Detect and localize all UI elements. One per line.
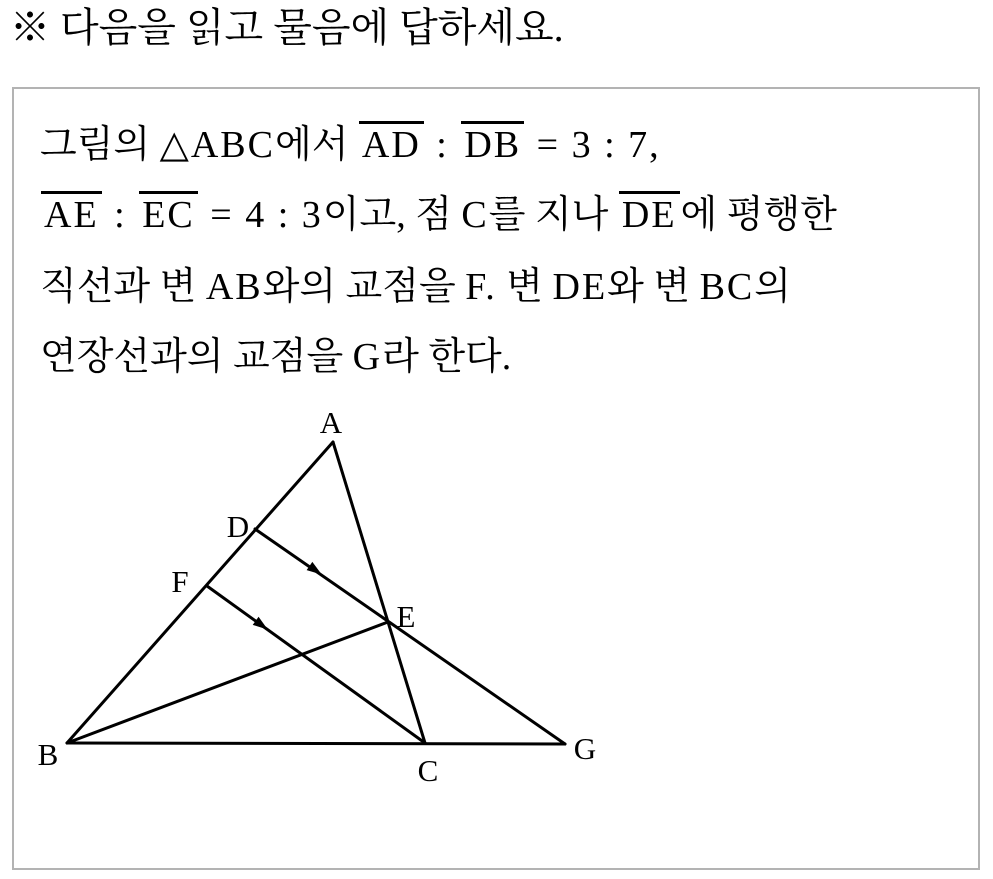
problem-line-1 bbox=[40, 117, 661, 173]
segment-B-A bbox=[67, 442, 333, 743]
math-run: △ABC bbox=[159, 124, 275, 166]
text-run: 와의 교점을 bbox=[262, 266, 466, 308]
problem-line-2 bbox=[40, 187, 837, 243]
math-run: = 4 : 3 bbox=[198, 194, 323, 236]
math-run: : bbox=[424, 124, 461, 166]
vertex-label-F: F bbox=[171, 564, 189, 599]
text-run: 직선과 변 bbox=[40, 266, 206, 308]
segment-B-G bbox=[67, 743, 565, 744]
math-run: F. bbox=[465, 266, 497, 308]
vertex-label-D: D bbox=[226, 509, 250, 544]
math-run: C bbox=[461, 194, 489, 236]
overline-math-run: AE bbox=[41, 191, 102, 236]
problem-line-3 bbox=[40, 259, 791, 315]
math-run: DE bbox=[552, 266, 608, 308]
vertex-label-C: C bbox=[417, 753, 439, 788]
math-run: G bbox=[352, 336, 383, 378]
text-run: 를 지나 bbox=[488, 194, 618, 236]
text-run: 의 bbox=[754, 266, 791, 308]
vertex-label-B: B bbox=[37, 737, 59, 772]
math-run: : bbox=[102, 194, 139, 236]
overline-math-run: DE bbox=[619, 191, 680, 236]
text-run: 에서 bbox=[274, 124, 358, 166]
problem-line-4 bbox=[40, 329, 511, 385]
math-run: AB bbox=[205, 266, 263, 308]
segment-D-G bbox=[255, 529, 565, 744]
overline-math-run: EC bbox=[139, 191, 198, 236]
vertex-label-G: G bbox=[573, 731, 597, 766]
math-run: BC bbox=[699, 266, 755, 308]
text-run: 그림의 bbox=[40, 124, 160, 166]
overline-math-run: DB bbox=[461, 121, 524, 166]
text-run: 라 한다. bbox=[382, 336, 512, 378]
text-run: 연장선과의 교점을 bbox=[40, 336, 353, 378]
vertex-label-A: A bbox=[319, 405, 343, 440]
vertex-label-E: E bbox=[396, 599, 416, 634]
text-run: 이고, 점 bbox=[322, 194, 462, 236]
text-run: 와 변 bbox=[607, 266, 700, 308]
instruction-heading: ※ 다음을 읽고 물음에 답하세요. bbox=[10, 5, 564, 50]
problem-box bbox=[12, 87, 980, 870]
geometry-figure bbox=[12, 398, 636, 816]
overline-math-run: AD bbox=[359, 121, 424, 166]
math-run: = 3 : 7, bbox=[525, 124, 661, 166]
segment-F-C bbox=[207, 586, 425, 743]
text-run: 에 평행한 bbox=[680, 194, 837, 236]
text-run: 변 bbox=[496, 266, 553, 308]
